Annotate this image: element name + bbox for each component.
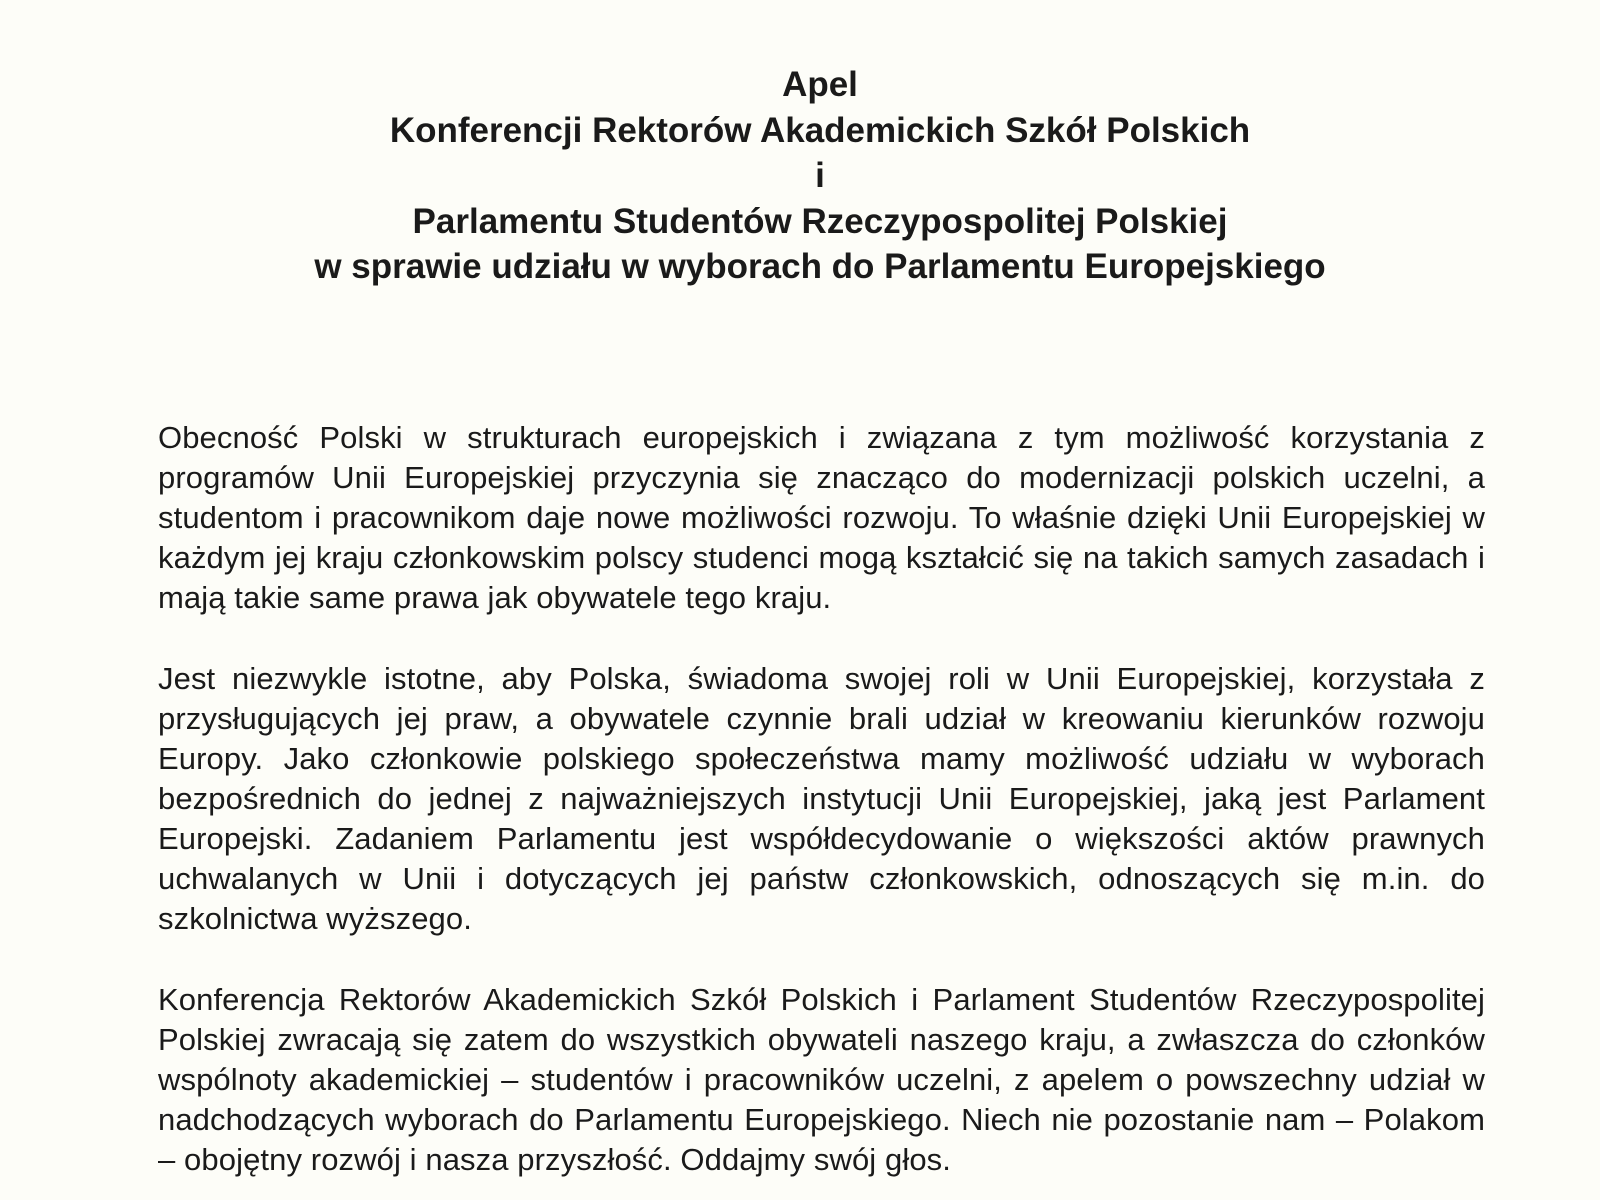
document-title xyxy=(0,62,1600,290)
paragraph-2: Jest niezwykle istotne, aby Polska, świadoma swojej roli w Unii Europejskiej, korzystała z przysługujących jej praw, a obywatele czynnie brali udział w kreowaniu kierunków rozwoju Europy. Jako członkowie polskiego społeczeństwa mamy możliwość udziału w wyborach bezpośrednich do jednej z najważniejszych instytucji Unii Europejskiej, jaką jest Parlament Europejski. Zadaniem Parlamentu jest współdecydowanie o większości aktów prawnych uchwalanych w Unii i dotyczących jej państw członkowskich, odnoszących się m.in. do szkolnictwa wyższego. xyxy=(158,661,1485,936)
paragraph-1: Obecność Polski w strukturach europejskich i związana z tym możliwość korzystania z programów Unii Europejskiej przyczynia się znacząco do modernizacji polskich uczelni, a studentom i pracownikom daje nowe możliwości rozwoju. To właśnie dzięki Unii Europejskiej w każdym jej kraju członkowskim polscy studenci mogą kształcić się na takich samych zasadach i mają takie same prawa jak obywatele tego kraju. xyxy=(158,420,1485,615)
title-line-parliament: Parlamentu Studentów Rzeczypospolitej Polskiej xyxy=(412,201,1228,241)
title-line-conference: Konferencji Rektorów Akademickich Szkół Polskich xyxy=(389,110,1251,150)
title-line-subject: w sprawie udziału w wyborach do Parlamentu Europejskiego xyxy=(314,247,1326,286)
title-line-apel: Apel xyxy=(782,65,858,104)
paragraph-3: Konferencja Rektorów Akademickich Szkół Polskich i Parlament Studentów Rzeczypospolitej Polskiej zwracają się zatem do wszystkich obywateli naszego kraju, a zwłaszcza do członków wspólnoty akademickiej – studentów i pracowników uczelni, z apelem o powszechny udział w nadchodzących wyborach do Parlamentu Europejskiego. Niech nie pozostanie nam – Polakom – obojętny rozwój i nasza przyszłość. Oddajmy swój głos. xyxy=(158,982,1485,1177)
title-line-conjunction: i xyxy=(815,156,825,195)
